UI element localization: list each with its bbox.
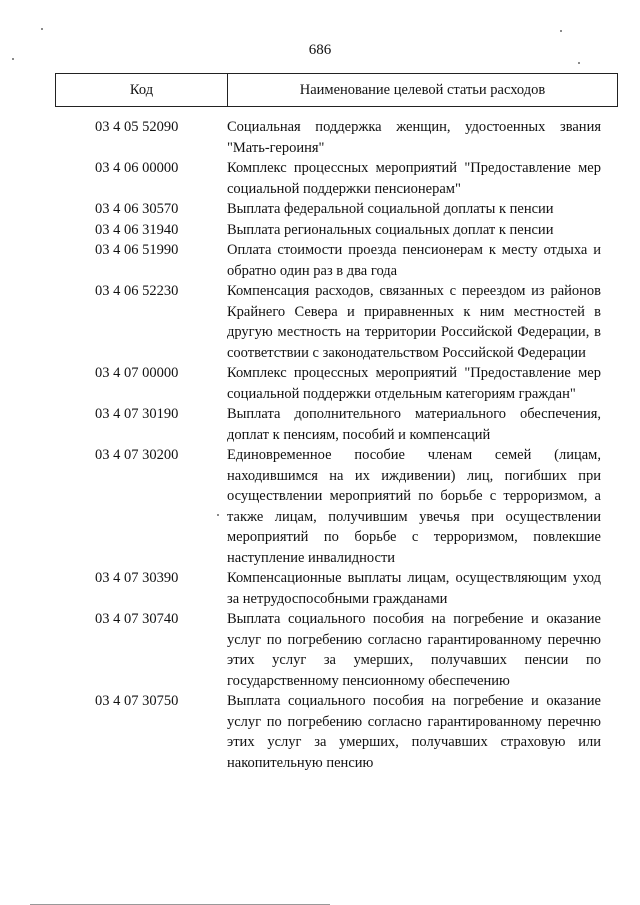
row-code: 03 4 06 52230 xyxy=(95,283,179,299)
row-code: 03 4 06 31940 xyxy=(95,221,179,238)
row-code: 03 4 05 52090 xyxy=(95,119,179,135)
row-name: Компенсационные выплаты лицам, осуществляющим уход за нетрудоспособными гражданами xyxy=(227,570,601,607)
row-code: 03 4 07 00000 xyxy=(95,365,179,381)
table-row xyxy=(0,199,640,220)
table-row xyxy=(0,117,640,158)
row-name: Выплата региональных социальных доплат к пенсии xyxy=(227,221,554,238)
table-row xyxy=(0,363,640,404)
row-code: 03 4 07 30740 xyxy=(95,611,179,627)
row-name: Комплекс процессных мероприятий "Предоставление мер социальной поддержки пенсионерам" xyxy=(227,160,601,197)
row-name: Комплекс процессных мероприятий "Предоставление мер социальной поддержки отдельным категориям граждан" xyxy=(227,365,601,402)
table-row xyxy=(0,609,640,691)
row-name: Социальная поддержка женщин, удостоенных звания "Мать-героиня" xyxy=(227,119,601,156)
row-name: Компенсация расходов, связанных с переездом из районов Крайнего Севера и приравненных к ним местностей в другую местность на территории Российской Федерации, в соответствии с законодательством Российской Федерации xyxy=(227,283,601,361)
row-code: 03 4 07 30750 xyxy=(95,693,179,709)
page-number: 686 xyxy=(308,42,332,58)
header-code: Код xyxy=(56,74,228,106)
scan-speck xyxy=(560,30,562,32)
table-row xyxy=(0,568,640,609)
table-row xyxy=(0,220,640,241)
table-row xyxy=(0,445,640,568)
row-name: Выплата дополнительного материального обеспечения, доплат к пенсиям, пособий и компенсаций xyxy=(227,406,601,443)
row-code: 03 4 06 30570 xyxy=(95,201,179,217)
table-header xyxy=(55,73,618,107)
scan-speck xyxy=(12,58,14,60)
scan-speck xyxy=(41,28,43,30)
row-code: 03 4 07 30190 xyxy=(95,406,179,422)
row-name: Оплата стоимости проезда пенсионерам к месту отдыха и обратно один раз в два года xyxy=(227,242,601,279)
table-row xyxy=(0,158,640,199)
row-name: Выплата федеральной социальной доплаты к пенсии xyxy=(227,201,554,217)
table-row xyxy=(0,240,640,281)
row-code: 03 4 06 00000 xyxy=(95,160,179,176)
scan-speck xyxy=(578,62,580,64)
row-name: Единовременное пособие членам семей (лицам, находившимся на их иждивении) лиц, погибших при осуществлении мероприятий по борьбе с терроризмом, а также лицам, получившим увечья при осуществлении мероприятий по борьбе с терроризмом, повлекшие наступление инвалидности xyxy=(227,447,601,566)
table-row xyxy=(0,281,640,363)
table-row xyxy=(0,691,640,773)
table-body xyxy=(0,117,640,773)
row-code: 03 4 06 51990 xyxy=(95,242,179,258)
header-name: Наименование целевой статьи расходов xyxy=(299,81,546,98)
row-name: Выплата социального пособия на погребение и оказание услуг по погребению согласно гарантированному перечню этих услуг за умерших, получавших страховую или накопительную пенсию xyxy=(227,693,601,771)
row-code: 03 4 07 30390 xyxy=(95,570,179,586)
row-code: 03 4 07 30200 xyxy=(95,447,179,463)
row-name: Выплата социального пособия на погребение и оказание услуг по погребению согласно гарантированному перечню этих услуг за умерших, получавших пенсии по государственному пенсионному обеспечению xyxy=(227,611,601,689)
table-row xyxy=(0,404,640,445)
scan-speck xyxy=(217,514,219,516)
